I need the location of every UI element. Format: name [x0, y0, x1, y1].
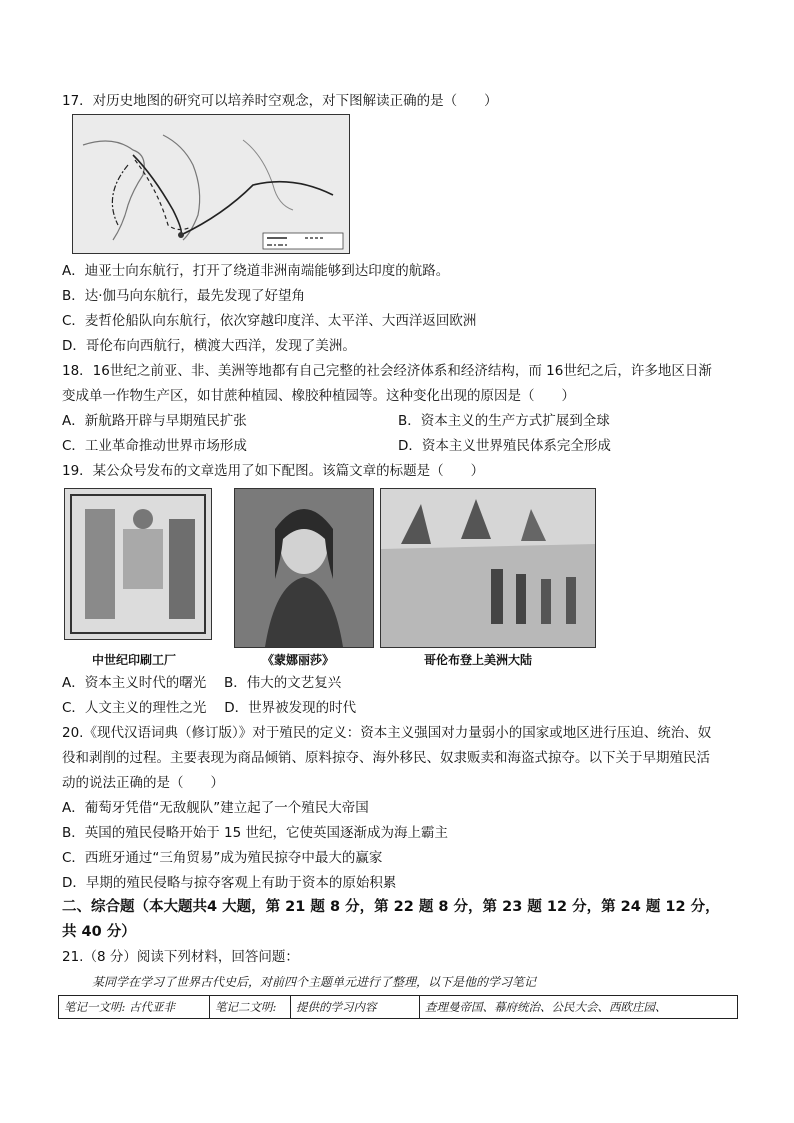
table-cell: 笔记二文明:	[210, 996, 291, 1019]
route-map-image	[72, 114, 350, 254]
q18-stem-line1: 18．16世纪之前亚、非、美洲等地都有自己完整的社会经济体系和经济结构，而 16世纪之后，许多地区日渐	[62, 363, 712, 379]
q18-stem-line2: 变成单一作物生产区，如甘蔗种植园、橡胶种植园等。这种变化出现的原因是（ ）	[62, 388, 575, 404]
study-notes-table	[58, 995, 738, 1019]
section2-heading-line1: 二、综合题（本大题共4 大题，第 21 题 8 分，第 22 题 8 分，第 23 题 12 分，第 24 题 12 分，	[62, 899, 720, 915]
table-cell: 查理曼帝国、幕府统治、公民大会、西欧庄园、	[420, 996, 738, 1019]
q17-option-c: C．麦哲伦船队向东航行，依次穿越印度洋、太平洋、大西洋返回欧洲	[62, 313, 477, 329]
q18-option-a: A．新航路开辟与早期殖民扩张	[62, 413, 247, 429]
caption-printing-workshop: 中世纪印刷工厂	[92, 653, 177, 667]
caption-mona-lisa: 《蒙娜丽莎》	[262, 653, 335, 667]
q21-stem: 21.（8 分）阅读下列材料，回答问题：	[62, 949, 299, 965]
table-cell: 笔记一文明: 古代亚非	[59, 996, 210, 1019]
q19-stem: 19．某公众号发布的文章选用了如下配图。该篇文章的标题是（ ）	[62, 463, 485, 479]
q20-option-a: A．葡萄牙凭借“无敌舰队”建立起了一个殖民大帝国	[62, 800, 369, 816]
q17-stem: 17．对历史地图的研究可以培养时空观念，对下图解读正确的是（ ）	[62, 93, 498, 109]
q20-stem-line1: 20.《现代汉语词典（修订版）》对于殖民的定义：资本主义强国对力量弱小的国家或地区进行压迫、统治、奴	[62, 725, 712, 741]
mona-lisa-image	[234, 488, 374, 648]
table-cell: 提供的学习内容	[291, 996, 420, 1019]
q17-option-d: D．哥伦布向西航行，横渡大西洋，发现了美洲。	[62, 338, 356, 354]
q17-option-b: B．达·伽马向东航行，最先发现了好望角	[62, 288, 306, 304]
caption-columbus: 哥伦布登上美洲大陆	[424, 653, 533, 667]
columbus-landing-image	[380, 488, 596, 648]
q18-option-c: C．工业革命推动世界市场形成	[62, 438, 247, 454]
q20-option-d: D．早期的殖民侵略与掠夺客观上有助于资本的原始积累	[62, 875, 397, 891]
q20-option-c: C．西班牙通过“三角贸易”成为殖民掠夺中最大的赢家	[62, 850, 383, 866]
q18-option-d: D．资本主义世界殖民体系完全形成	[398, 438, 611, 454]
q19-options-ab: A．资本主义时代的曙光 B．伟大的文艺复兴	[62, 675, 342, 691]
printing-workshop-image	[64, 488, 212, 640]
q20-option-b: B．英国的殖民侵略开始于 15 世纪，它使英国逐渐成为海上霸主	[62, 825, 449, 841]
q17-option-a: A．迪亚士向东航行，打开了绕道非洲南端能够到达印度的航路。	[62, 263, 450, 279]
section2-heading-line2: 共 40 分）	[62, 924, 136, 940]
q19-options-cd: C．人文主义的理性之光 D．世界被发现的时代	[62, 700, 357, 716]
q18-option-b: B．资本主义的生产方式扩展到全球	[398, 413, 610, 429]
table-row	[59, 996, 738, 1019]
q20-stem-line3: 动的说法正确的是（ ）	[62, 775, 224, 791]
q20-stem-line2: 役和剥削的过程。主要表现为商品倾销、原料掠夺、海外移民、奴隶贩卖和海盗式掠夺。以下关于早期殖民活	[62, 750, 710, 766]
q21-intro: 某同学在学习了世界古代史后，对前四个主题单元进行了整理，以下是他的学习笔记	[92, 975, 537, 989]
